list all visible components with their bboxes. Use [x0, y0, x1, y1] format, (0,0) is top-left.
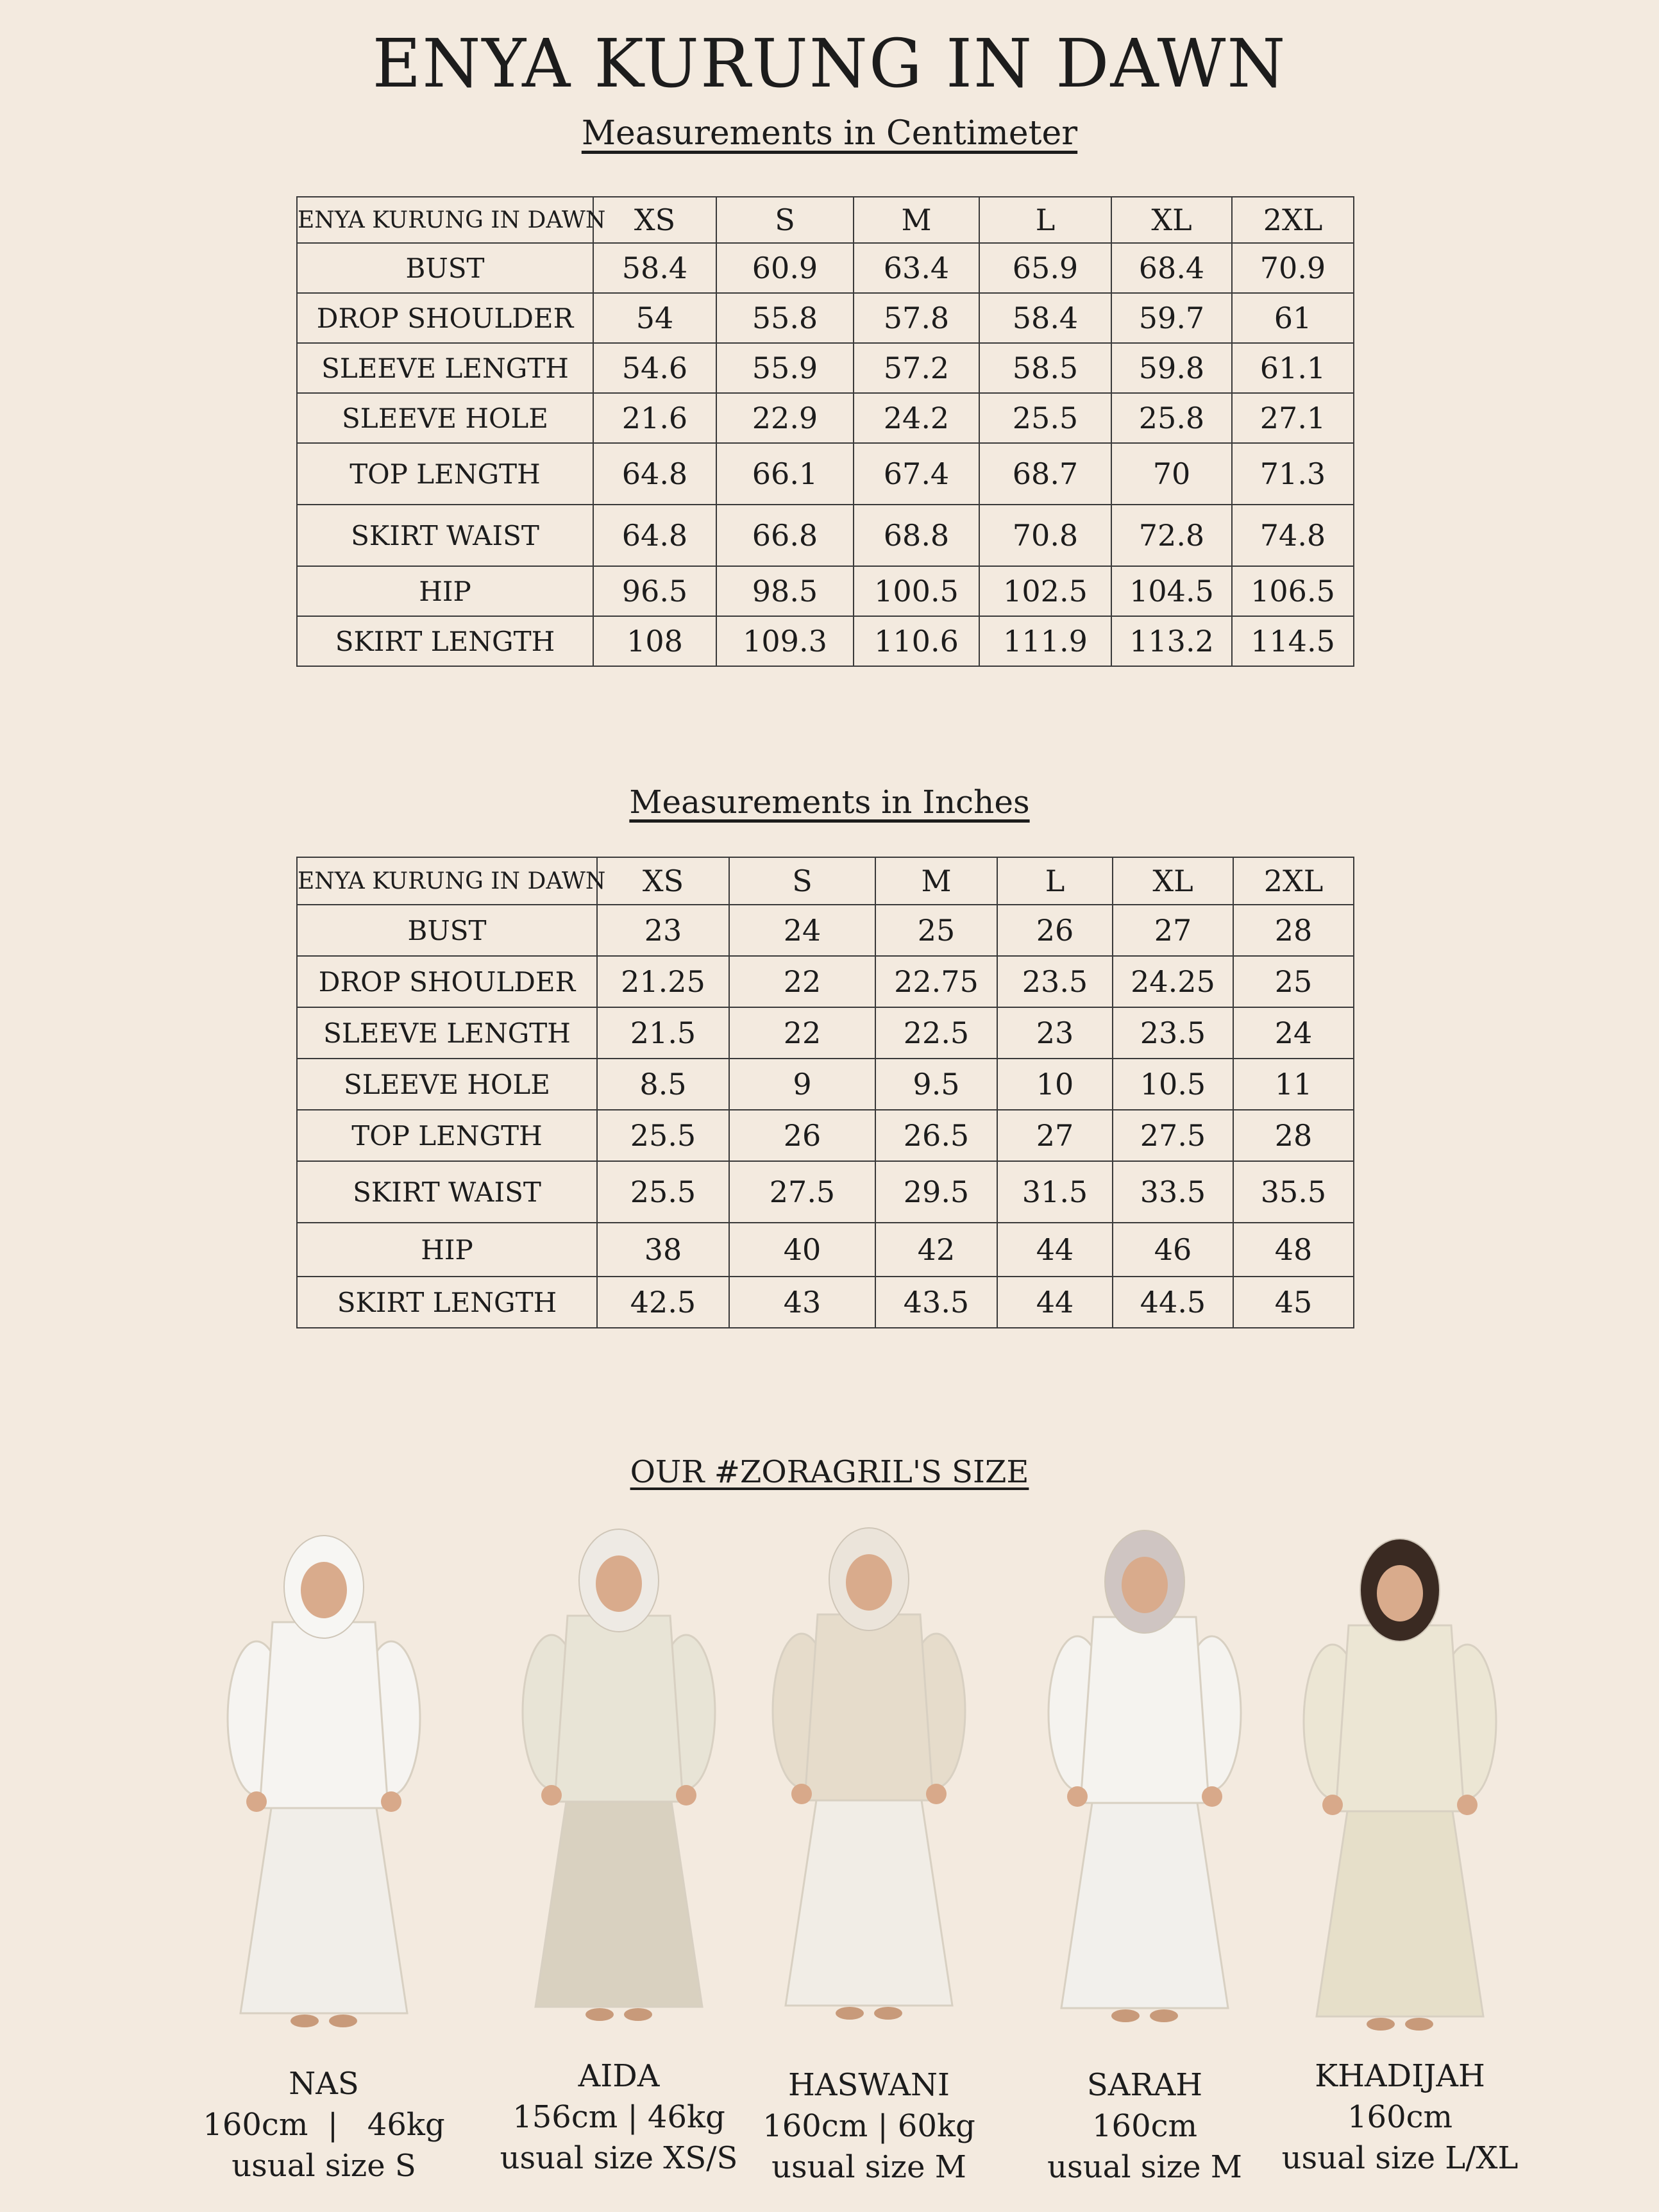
- table-cell: 61: [1232, 293, 1354, 343]
- table-cell: 27.5: [729, 1161, 875, 1223]
- table-cell: 24.2: [854, 393, 979, 443]
- cm-heading: Measurements in Centimeter: [581, 114, 1078, 153]
- table-row: [297, 293, 1354, 343]
- table-cell: 66.8: [716, 505, 854, 566]
- table-cell: 46: [1113, 1223, 1233, 1277]
- table-header-row: [297, 857, 1354, 905]
- table-cell: 35.5: [1233, 1161, 1354, 1223]
- table-cell: 98.5: [716, 566, 854, 616]
- model-caption: [1252, 2056, 1547, 2179]
- table-cell: 23: [997, 1007, 1113, 1059]
- hand-right: [926, 1784, 947, 1804]
- table-cell: 104.5: [1111, 566, 1232, 616]
- model-figure: [491, 1520, 747, 2032]
- table-cell: 100.5: [854, 566, 979, 616]
- table-cell: 43: [729, 1277, 875, 1328]
- table-cell: 25.8: [1111, 393, 1232, 443]
- model-size: usual size L/XL: [1281, 2140, 1519, 2176]
- page-title: ENYA KURUNG IN DAWN: [372, 24, 1287, 103]
- table-cell: 33.5: [1113, 1161, 1233, 1223]
- table-cell: 25.5: [979, 393, 1111, 443]
- top-shape: [555, 1616, 683, 1802]
- model-stats: 160cm | 60kg: [762, 2108, 975, 2144]
- table-cell: 60.9: [716, 243, 854, 293]
- model-figure: [1272, 1529, 1528, 2042]
- model-card: [491, 1520, 747, 2035]
- size-header-s: S: [729, 857, 875, 905]
- table-cell: 29.5: [875, 1161, 997, 1223]
- table-cell: 57.8: [854, 293, 979, 343]
- hand-right: [1202, 1786, 1222, 1807]
- model-caption: [176, 2063, 471, 2186]
- table-cell: 58.4: [979, 293, 1111, 343]
- table-cell: 65.9: [979, 243, 1111, 293]
- table-cell: 114.5: [1232, 616, 1354, 666]
- face: [596, 1555, 642, 1612]
- table-cell: 96.5: [593, 566, 716, 616]
- table-cell: 55.8: [716, 293, 854, 343]
- foot-left: [291, 2015, 319, 2027]
- row-label: HIP: [297, 1223, 597, 1277]
- table-cell: 28: [1233, 905, 1354, 956]
- row-label: SKIRT LENGTH: [297, 1277, 597, 1328]
- row-label: TOP LENGTH: [297, 443, 593, 505]
- table-cell: 27.5: [1113, 1110, 1233, 1161]
- row-label: SLEEVE LENGTH: [297, 1007, 597, 1059]
- table-cell: 57.2: [854, 343, 979, 393]
- table-cell: 44: [997, 1223, 1113, 1277]
- size-header-xs: XS: [597, 857, 729, 905]
- table-cell: 28: [1233, 1110, 1354, 1161]
- table-cell: 74.8: [1232, 505, 1354, 566]
- table-cell: 31.5: [997, 1161, 1113, 1223]
- table-row: [297, 905, 1354, 956]
- table-cell: 108: [593, 616, 716, 666]
- table-cell: 24: [729, 905, 875, 956]
- model-name: AIDA: [578, 2058, 660, 2094]
- model-name: HASWANI: [788, 2067, 950, 2103]
- table-cell: 58.4: [593, 243, 716, 293]
- table-cell: 70.9: [1232, 243, 1354, 293]
- model-name: KHADIJAH: [1315, 2058, 1485, 2094]
- table-cell: 68.8: [854, 505, 979, 566]
- hand-left: [1067, 1786, 1088, 1807]
- table-cell: 44: [997, 1277, 1113, 1328]
- table-cell: 23.5: [997, 956, 1113, 1007]
- table-cell: 54: [593, 293, 716, 343]
- hand-left: [246, 1791, 267, 1812]
- table-cell: 27.1: [1232, 393, 1354, 443]
- table-cell: 27: [1113, 905, 1233, 956]
- table-cell: 40: [729, 1223, 875, 1277]
- model-card: [1272, 1529, 1528, 2045]
- model-stats: 156cm | 46kg: [512, 2099, 725, 2135]
- table-row: [297, 1007, 1354, 1059]
- row-label: SLEEVE HOLE: [297, 393, 593, 443]
- table-cell: 111.9: [979, 616, 1111, 666]
- model-size: usual size S: [232, 2148, 416, 2184]
- table-cell: 113.2: [1111, 616, 1232, 666]
- model-figure: [741, 1518, 997, 2031]
- table-cell: 55.9: [716, 343, 854, 393]
- inches-heading: Measurements in Inches: [629, 783, 1030, 821]
- table-cell: 66.1: [716, 443, 854, 505]
- table-cell: 67.4: [854, 443, 979, 505]
- foot-left: [585, 2008, 614, 2021]
- row-label: HIP: [297, 566, 593, 616]
- table-row: [297, 1059, 1354, 1110]
- face: [846, 1554, 892, 1611]
- top-shape: [1081, 1617, 1209, 1803]
- model-size: usual size XS/S: [500, 2140, 738, 2176]
- foot-right: [1405, 2018, 1433, 2031]
- table-cell: 26.5: [875, 1110, 997, 1161]
- table-row: [297, 393, 1354, 443]
- table-cell: 9: [729, 1059, 875, 1110]
- foot-left: [836, 2007, 864, 2020]
- table-row: [297, 566, 1354, 616]
- table-row: [297, 956, 1354, 1007]
- cm-size-table: [296, 196, 1354, 667]
- size-header-m: M: [875, 857, 997, 905]
- table-cell: 10.5: [1113, 1059, 1233, 1110]
- table-cell: 110.6: [854, 616, 979, 666]
- row-label: BUST: [297, 243, 593, 293]
- table-cell: 64.8: [593, 505, 716, 566]
- table-row: [297, 505, 1354, 566]
- table-cell: 25: [875, 905, 997, 956]
- girls-heading: OUR #ZORAGRIL'S SIZE: [630, 1454, 1029, 1490]
- hand-left: [541, 1785, 562, 1806]
- model-name: NAS: [289, 2066, 359, 2102]
- table-cell: 106.5: [1232, 566, 1354, 616]
- table-cell: 11: [1233, 1059, 1354, 1110]
- table-cell: 64.8: [593, 443, 716, 505]
- table-cell: 9.5: [875, 1059, 997, 1110]
- hand-right: [676, 1785, 696, 1806]
- model-size: usual size M: [1047, 2149, 1242, 2185]
- model-card: [741, 1518, 997, 2034]
- table-cell: 59.8: [1111, 343, 1232, 393]
- table-cell: 22.5: [875, 1007, 997, 1059]
- table-cell: 26: [997, 905, 1113, 956]
- table-cell: 38: [597, 1223, 729, 1277]
- model-card: [1016, 1521, 1273, 2036]
- table-cell: 48: [1233, 1223, 1354, 1277]
- table-cell: 22: [729, 956, 875, 1007]
- hand-right: [381, 1791, 401, 1812]
- size-header-2xl: 2XL: [1232, 197, 1354, 243]
- table-cell: 22: [729, 1007, 875, 1059]
- table-cell: 21.6: [593, 393, 716, 443]
- table-cell: 25.5: [597, 1110, 729, 1161]
- table-cell: 109.3: [716, 616, 854, 666]
- table-row: [297, 1223, 1354, 1277]
- table-corner-label: ENYA KURUNG IN DAWN: [297, 857, 597, 905]
- table-cell: 102.5: [979, 566, 1111, 616]
- table-row: [297, 616, 1354, 666]
- foot-left: [1111, 2009, 1140, 2022]
- model-card: [196, 1526, 452, 2041]
- row-label: SKIRT LENGTH: [297, 616, 593, 666]
- model-name: SARAH: [1086, 2067, 1203, 2103]
- table-row: [297, 1277, 1354, 1328]
- top-shape: [1336, 1625, 1464, 1811]
- size-header-2xl: 2XL: [1233, 857, 1354, 905]
- size-header-m: M: [854, 197, 979, 243]
- hand-right: [1457, 1795, 1478, 1815]
- table-cell: 70.8: [979, 505, 1111, 566]
- table-cell: 22.9: [716, 393, 854, 443]
- table-cell: 10: [997, 1059, 1113, 1110]
- table-row: [297, 343, 1354, 393]
- table-row: [297, 443, 1354, 505]
- model-caption: [721, 2065, 1016, 2188]
- size-header-xl: XL: [1113, 857, 1233, 905]
- table-corner-label: ENYA KURUNG IN DAWN: [297, 197, 593, 243]
- foot-left: [1367, 2018, 1395, 2031]
- model-stats: 160cm | 46kg: [203, 2107, 445, 2143]
- table-cell: 59.7: [1111, 293, 1232, 343]
- hand-left: [1322, 1795, 1343, 1815]
- top-shape: [805, 1614, 933, 1800]
- size-header-xl: XL: [1111, 197, 1232, 243]
- row-label: SKIRT WAIST: [297, 1161, 597, 1223]
- inches-size-table: [296, 857, 1354, 1328]
- table-header-row: [297, 197, 1354, 243]
- row-label: BUST: [297, 905, 597, 956]
- table-cell: 21.25: [597, 956, 729, 1007]
- hand-left: [791, 1784, 812, 1804]
- row-label: SKIRT WAIST: [297, 505, 593, 566]
- table-cell: 23.5: [1113, 1007, 1233, 1059]
- row-label: DROP SHOULDER: [297, 293, 593, 343]
- row-label: TOP LENGTH: [297, 1110, 597, 1161]
- table-cell: 72.8: [1111, 505, 1232, 566]
- table-cell: 71.3: [1232, 443, 1354, 505]
- row-label: SLEEVE HOLE: [297, 1059, 597, 1110]
- top-shape: [260, 1622, 388, 1808]
- table-row: [297, 1110, 1354, 1161]
- table-cell: 43.5: [875, 1277, 997, 1328]
- size-header-s: S: [716, 197, 854, 243]
- table-cell: 24: [1233, 1007, 1354, 1059]
- foot-right: [329, 2015, 357, 2027]
- table-row: [297, 243, 1354, 293]
- table-cell: 42.5: [597, 1277, 729, 1328]
- face: [301, 1562, 347, 1618]
- table-cell: 70: [1111, 443, 1232, 505]
- table-cell: 58.5: [979, 343, 1111, 393]
- model-stats: 160cm: [1347, 2099, 1453, 2135]
- foot-right: [624, 2008, 652, 2021]
- model-figure: [1016, 1521, 1273, 2034]
- table-cell: 24.25: [1113, 956, 1233, 1007]
- size-header-l: L: [997, 857, 1113, 905]
- table-cell: 44.5: [1113, 1277, 1233, 1328]
- table-cell: 21.5: [597, 1007, 729, 1059]
- model-figure: [196, 1526, 452, 2039]
- table-cell: 25: [1233, 956, 1354, 1007]
- table-cell: 54.6: [593, 343, 716, 393]
- model-caption: [997, 2065, 1292, 2188]
- table-cell: 45: [1233, 1277, 1354, 1328]
- table-cell: 61.1: [1232, 343, 1354, 393]
- foot-right: [1150, 2009, 1178, 2022]
- table-cell: 63.4: [854, 243, 979, 293]
- table-cell: 25.5: [597, 1161, 729, 1223]
- foot-right: [874, 2007, 902, 2020]
- model-stats: 160cm: [1091, 2108, 1197, 2144]
- row-label: DROP SHOULDER: [297, 956, 597, 1007]
- table-row: [297, 1161, 1354, 1223]
- table-cell: 42: [875, 1223, 997, 1277]
- table-cell: 68.7: [979, 443, 1111, 505]
- model-size: usual size M: [771, 2149, 966, 2185]
- table-cell: 23: [597, 905, 729, 956]
- table-cell: 26: [729, 1110, 875, 1161]
- table-cell: 27: [997, 1110, 1113, 1161]
- table-cell: 8.5: [597, 1059, 729, 1110]
- size-header-l: L: [979, 197, 1111, 243]
- table-cell: 68.4: [1111, 243, 1232, 293]
- table-cell: 22.75: [875, 956, 997, 1007]
- face: [1122, 1557, 1168, 1613]
- size-header-xs: XS: [593, 197, 716, 243]
- row-label: SLEEVE LENGTH: [297, 343, 593, 393]
- face: [1377, 1565, 1423, 1621]
